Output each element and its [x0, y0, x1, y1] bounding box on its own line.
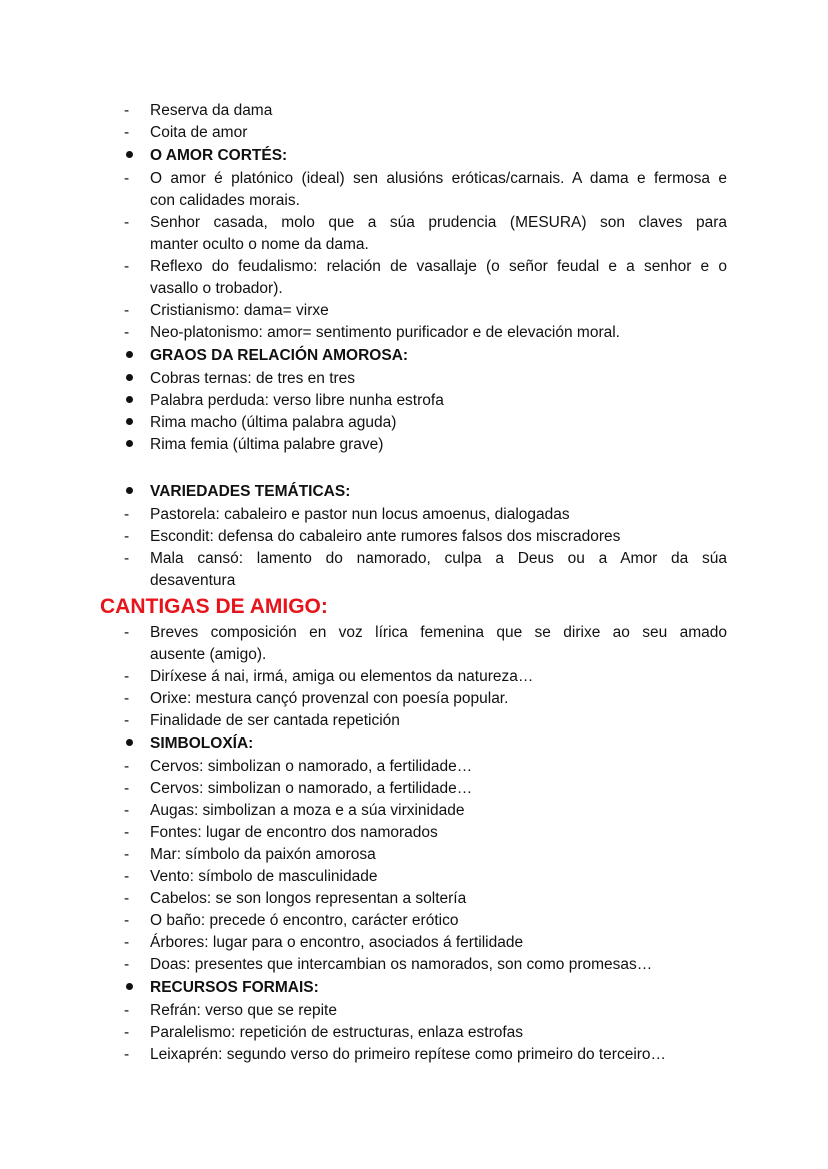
list-item [124, 1000, 727, 1022]
list-item [124, 100, 727, 122]
bullet-marker [124, 412, 150, 434]
dash-marker: - [124, 668, 130, 685]
subheading-recursos-formais [124, 977, 727, 999]
bullet-marker [124, 345, 150, 367]
list-item-text: O baño: precede ó encontro, carácter erótico [150, 912, 459, 929]
list-item-text-line1: O amor é platónico (ideal) sen alusións eróticas/carnais. A dama e fermosa e [150, 170, 727, 187]
list-item-text: Rima macho (última palabra aguda) [150, 414, 397, 431]
dash-marker: - [124, 528, 130, 545]
bullet-dot-icon [126, 487, 133, 494]
dash-marker: - [124, 934, 130, 951]
bullet-marker [124, 145, 150, 167]
list-item-text: Paralelismo: repetición de estructuras, enlaza estrofas [150, 1024, 524, 1041]
list-item-text-line1: Breves composición en voz lírica femenina que se dirixe ao seu amado [150, 624, 727, 641]
list-item-text-line1: Senhor casada, molo que a súa prudencia (MESURA) son claves para [150, 214, 727, 231]
dash-marker: - [124, 124, 130, 141]
dash-marker: - [124, 690, 130, 707]
subheading-text: GRAOS DA RELACIÓN AMOROSA: [150, 347, 409, 364]
dash-marker: - [124, 258, 130, 275]
subheading-text: O AMOR CORTÉS: [150, 147, 288, 164]
list-item [124, 526, 727, 548]
list-item-text: Cervos: simbolizan o namorado, a fertilidade… [150, 758, 473, 775]
section-title-cantigas-de-amigo: CANTIGAS DE AMIGO: [100, 595, 328, 618]
list-item [124, 212, 727, 256]
dash-marker: - [124, 712, 130, 729]
list-item [124, 504, 727, 526]
list-item [124, 256, 727, 300]
list-item-text: Cervos: simbolizan o namorado, a fertilidade… [150, 780, 473, 797]
subheading-amor-cortes [124, 145, 727, 167]
list-item-text: Cobras ternas: de tres en tres [150, 370, 356, 387]
bullet-dot-icon [126, 351, 133, 358]
dash-marker: - [124, 868, 130, 885]
list-item-text: Escondit: defensa do cabaleiro ante rumores falsos dos miscradores [150, 528, 621, 545]
list-item [124, 390, 727, 412]
list-item-text: Orixe: mestura cançó provenzal con poesía popular. [150, 690, 509, 707]
list-item [124, 300, 727, 322]
list-item-text: Cabelos: se son longos representan a soltería [150, 890, 467, 907]
list-item-text-line2: vasallo o trobador). [150, 280, 283, 297]
list-item [124, 932, 727, 954]
list-item [124, 412, 727, 434]
dash-marker: - [124, 170, 130, 187]
list-item-text: Augas: simbolizan a moza e a súa virxinidade [150, 802, 465, 819]
bullet-dot-icon [126, 418, 133, 425]
bullet-marker [124, 977, 150, 999]
subheading-simboloxia [124, 733, 727, 755]
dash-marker: - [124, 890, 130, 907]
subheading-variedades [124, 481, 727, 503]
bullet-marker [124, 481, 150, 503]
list-item-text: Cristianismo: dama= virxe [150, 302, 329, 319]
dash-marker: - [124, 1002, 130, 1019]
dash-marker: - [124, 302, 130, 319]
list-item [124, 666, 727, 688]
list-item-text: Rima femia (última palabre grave) [150, 436, 384, 453]
list-item-text: Árbores: lugar para o encontro, asociados á fertilidade [150, 934, 524, 951]
list-item [124, 168, 727, 212]
list-item [124, 910, 727, 932]
list-item [124, 368, 727, 390]
list-item-text: Diríxese á nai, irmá, amiga ou elementos da natureza… [150, 668, 534, 685]
list-item-text: Doas: presentes que intercambian os namorados, son como promesas… [150, 956, 653, 973]
list-item [124, 710, 727, 732]
bullet-dot-icon [126, 440, 133, 447]
bullet-dot-icon [126, 374, 133, 381]
dash-marker: - [124, 1024, 130, 1041]
bullet-marker [124, 368, 150, 390]
subheading-text: SIMBOLOXÍA: [150, 735, 254, 752]
list-item [124, 954, 727, 976]
dash-marker: - [124, 624, 130, 641]
bullet-marker [124, 390, 150, 412]
dash-marker: - [124, 324, 130, 341]
dash-marker: - [124, 1046, 130, 1063]
list-item-text: Fontes: lugar de encontro dos namorados [150, 824, 438, 841]
bullet-marker [124, 434, 150, 456]
list-item-text: Leixaprén: segundo verso do primeiro repítese como primeiro do terceiro… [150, 1046, 667, 1063]
list-item [124, 888, 727, 910]
list-item-text: Refrán: verso que se repite [150, 1002, 337, 1019]
dash-marker: - [124, 102, 130, 119]
dash-marker: - [124, 956, 130, 973]
list-item [124, 322, 727, 344]
subheading-text: RECURSOS FORMAIS: [150, 979, 319, 996]
dash-marker: - [124, 506, 130, 523]
list-item [124, 434, 727, 456]
list-item [124, 778, 727, 800]
dash-marker: - [124, 780, 130, 797]
bullet-dot-icon [126, 983, 133, 990]
list-item [124, 622, 727, 666]
subheading-graos [124, 345, 727, 367]
dash-marker: - [124, 214, 130, 231]
subheading-text: VARIEDADES TEMÁTICAS: [150, 483, 351, 500]
list-item-text: Neo-platonismo: amor= sentimento purificador e de elevación moral. [150, 324, 620, 341]
list-item-text-line1: Reflexo do feudalismo: relación de vasallaje (o señor feudal e a senhor e o [150, 258, 727, 275]
bullet-dot-icon [126, 151, 133, 158]
bullet-marker [124, 733, 150, 755]
list-item-text-line2: desaventura [150, 572, 236, 589]
dash-marker: - [124, 550, 130, 567]
list-item [124, 1044, 727, 1066]
dash-marker: - [124, 758, 130, 775]
bullet-dot-icon [126, 396, 133, 403]
list-item [124, 122, 727, 144]
list-item-text: Coita de amor [150, 124, 248, 141]
list-item-text-line2: manter oculto o nome da dama. [150, 236, 369, 253]
list-item [124, 844, 727, 866]
list-item [124, 548, 727, 592]
list-item [124, 1022, 727, 1044]
list-item [124, 800, 727, 822]
dash-marker: - [124, 802, 130, 819]
dash-marker: - [124, 912, 130, 929]
list-item-text-line1: Mala cansó: lamento do namorado, culpa a Deus ou a Amor da súa [150, 550, 727, 567]
list-item-text: Palabra perduda: verso libre nunha estrofa [150, 392, 444, 409]
list-item [124, 756, 727, 778]
list-item [124, 688, 727, 710]
list-item [124, 866, 727, 888]
list-item-text: Pastorela: cabaleiro e pastor nun locus amoenus, dialogadas [150, 506, 570, 523]
bullet-dot-icon [126, 739, 133, 746]
list-item [124, 822, 727, 844]
list-item-text: Reserva da dama [150, 102, 273, 119]
dash-marker: - [124, 846, 130, 863]
dash-marker: - [124, 824, 130, 841]
list-item-text: Mar: símbolo da paixón amorosa [150, 846, 376, 863]
list-item-text: Vento: símbolo de masculinidade [150, 868, 378, 885]
list-item-text-line2: con calidades morais. [150, 192, 300, 209]
list-item-text: Finalidade de ser cantada repetición [150, 712, 400, 729]
list-item-text-line2: ausente (amigo). [150, 646, 267, 663]
